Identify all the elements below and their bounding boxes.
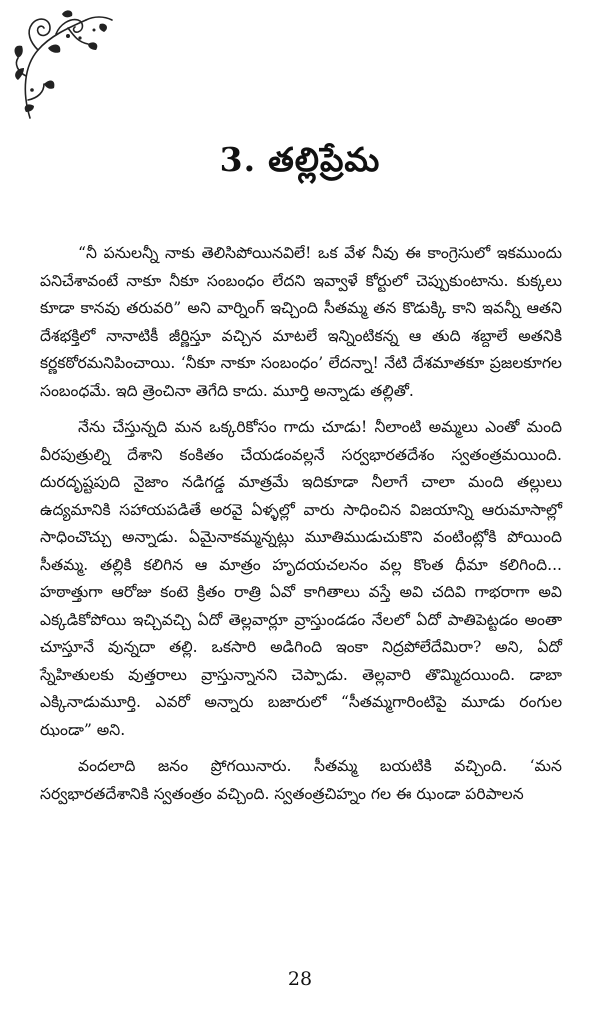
floral-corner-ornament-icon xyxy=(8,6,118,124)
chapter-heading: తల్లిప్రేమ xyxy=(268,140,381,179)
page-number: 28 xyxy=(287,968,313,990)
chapter-number: 3. xyxy=(219,140,257,179)
paragraph: నేను చేస్తున్నది మన ఒక్కరికోసం గాదు చూడు! నీలాంటి అమ్మలు ఎంతో మంది వీరపుత్రుల్ని దేశాని కంకితం చేయడంవల్లనే సర్వభారతదేశం స్వతంత్రమయింది. దురదృష్టపుది నైజాం నడిగడ్డ మాత్రమే ఇదికూడా నీలాగే చాలా మంది తల్లులు ఉద్యమానికి సహాయపడితే అరవై ఏళ్ళల్లో వారు సాధించిన విజయాన్ని ఆరుమాసాల్లో సాధించొచ్చు అన్నాడు. ఏమైనాకమ్మన్నట్లు మూతిముడుచుకొని వంటింట్లోకి పోయింది సీతమ్మ. తల్లికి కలిగిన ఆ మాత్రం హృదయచలనం వల్ల కొంత ధీమా కలిగింది... హఠాత్తుగా ఆరోజు కంటె క్రితం రాత్రి ఏవో కాగితాలు వస్తే అవి చదివి గాభరాగా అవి ఎక్కడికోపోయి ఇచ్చివచ్చి ఏదో తెల్లవార్లూ వ్రాస్తుండడం నేలలో ఏదో పాతిపెట్టడం అంతా చూస్తూనే వున్నదా తల్లి. ఒకసారి అడిగింది ఇంకా నిద్రపోలేదేమిరా? అని, ఏదో స్నేహితులకు వుత్తరాలు వ్రాస్తున్నానని చెప్పాడు. తెల్లవారి తొమ్మిదయింది. డాబా ఎక్కినాడుమూర్తి. ఎవరో అన్నారు బజారులో “సీతమ్మగారింటిపై మూడు రంగుల ఝండా” అని. xyxy=(40,418,562,739)
body-text xyxy=(40,240,562,817)
chapter-title xyxy=(0,140,600,187)
paragraph: వందలాది జనం ప్రోగయినారు. సీతమ్మ బయటికి వచ్చింది. ‘మన సర్వభారతదేశానికి స్వతంత్రం వచ్చింది. స్వతంత్రచిహ్నం గల ఈ ఝండా పరిపాలన xyxy=(40,757,562,803)
paragraph: “నీ పనులన్నీ నాకు తెలిసిపోయినవిలే! ఒక వేళ నీవు ఈ కాంగ్రెసులో ఇకముందు పనిచేశావంటే నాకూ నీకూ సంబంధం లేదని ఇవ్వాళే కోర్టులో చెప్పుకుంటాను. కుక్కలు కూడా కానవు తరువరి” అని వార్నింగ్ ఇచ్చింది సీతమ్మ తన కొడుక్కి కాని ఇవన్నీ ఆతని దేశభక్తిలో నానాటికీ జీర్ణిస్తూ వచ్చిన మాటలే ఇన్నింటికన్న ఆ తుది శబ్దాలే అతనికి కర్ణకఠోరమనిపించాయి. ‘నీకూ నాకూ సంబంధం’ లేదన్నా! నేటి దేశమాతకూ ప్రజలకూగల సంబంధమే. ఇది త్రెంచినా తెగేది కాదు. మూర్తి అన్నాడు తల్లితో. xyxy=(40,244,562,400)
